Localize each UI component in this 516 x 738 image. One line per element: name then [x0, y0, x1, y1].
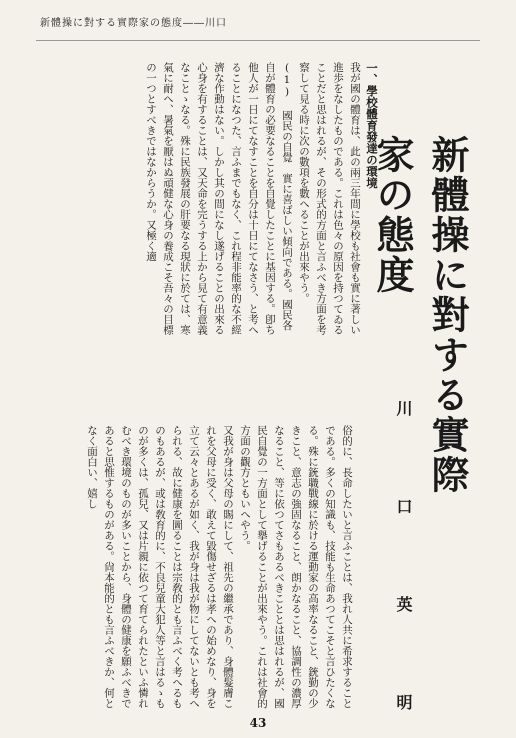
body-paragraph: 俗的に、長命したいと言ふことは、我れ人共に希求することである。多くの知識も、技能も生命あつてこそと言ひたくなる。殊に銃職戰線に於ける運動家の高率なること、銃勤の少きこと、意志の強固なること、朗かなること、協調性の濃厚なること、等に依つてさもあるべきこととは思はれるが、國民自覺の一方面として擧げることが出來やう。これは社會的方面の觀方ともいへやう。: [239, 425, 353, 709]
author-char: 英: [394, 596, 413, 612]
upper-body: [38, 62, 380, 337]
list-item: [142, 62, 295, 337]
author-char: 川: [394, 400, 413, 416]
author-name: [385, 400, 415, 710]
item-label: (1): [281, 62, 293, 98]
author-char: 口: [394, 498, 413, 514]
section-paragraph: 我が國の體育は、此の兩三年間に學校も社會も實に著しい進歩をなしたものである。これは色々の原因を持つてゐることだと思はれるが、その形式的方面と言ふべき方面を考察して見る時に次の數項を數へることが出來やう。: [298, 62, 361, 335]
article-title: 新體操に對する實際家の態度: [370, 135, 470, 495]
section-heading: 一、學校體育發達の環境: [365, 62, 379, 189]
header-rule: [36, 40, 480, 41]
author-char: 明: [394, 694, 413, 710]
lower-body: [86, 425, 355, 715]
running-header: 新體操に對する實際家の態度――川口: [40, 18, 227, 29]
item-text: 國民の自覺 實に喜ばしい傾向である。國民各自が體育の必要なることを自覺したことに基因する。卽ち他人が一日にてなすことを自分は十日にてなさう、と考へることになつた、言ふまでもなく、これ程非能率的な不經濟な作動はない。しかし其の間になし遂げることの出來る心身を有することは、又天命を完うする上から見て有意義なことゝなる。殊に民族發展の肝要なる現狀に於ては、寒氣に耐へ、暑氣を厭はぬ頑健な心身の養成こそ吾々の目標の一つとすべきではなからうか。又極く適: [145, 62, 293, 335]
page-number: 43: [249, 716, 267, 730]
body-paragraph: 又我が身は父母の賜にして、祖先の繼承であり、身體髮膚これを父母に受く、敢えて毀傷せざるは孝への始めなり、身を立て云々とあるが如く、我が身は我が物にしてないとも考へられる、故に健康を圖ることは宗敎的とも言ふべく考へるものもあるが、或は敎育的に、不良兒童大犯人等と言はるゝものが多くは、孤兒、又は片親に依つて育てられたといふ憐れむべき環境のものが多いことから、身體の健康を願ふべきであると思惟するものがある。尙本能的とも言ふべきか、何となく面白い、嬉し: [86, 425, 234, 709]
